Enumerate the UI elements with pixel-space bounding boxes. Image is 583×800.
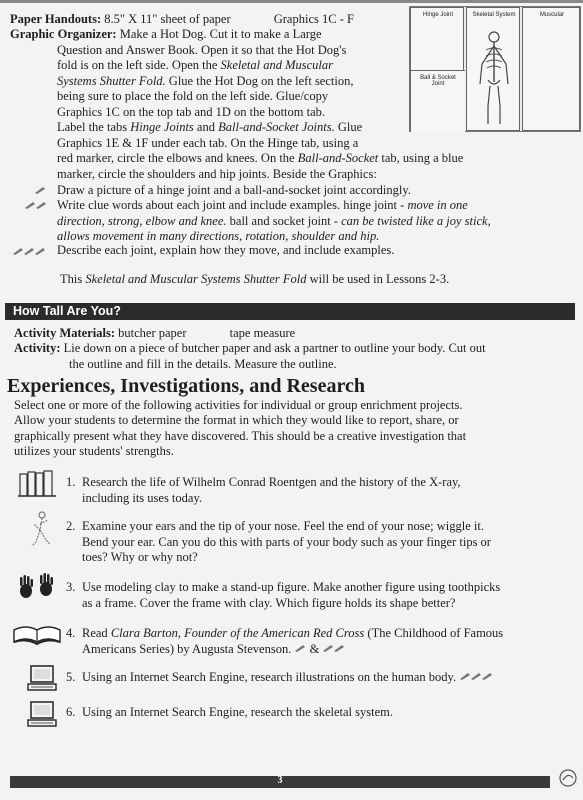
organizer-line-5: being sure to place the fold on the left side. Glue/copy (57, 89, 329, 103)
item-number: 4. (66, 626, 76, 640)
handouts-text: 8.5" X 11" sheet of paper (104, 12, 231, 26)
list-item: toes? Why or why not? (82, 550, 198, 564)
organizer-line-6: Graphics 1C on the top tab and 1D on the bottom tab. (57, 105, 326, 119)
dancing-figure-icon (28, 510, 54, 550)
top-border (0, 0, 583, 3)
list-item: including its uses today. (82, 491, 203, 505)
list-item: Using an Internet Search Engine, research the skeletal system. (82, 705, 393, 719)
computer-icon (26, 664, 58, 692)
item-number: 1. (66, 475, 76, 489)
pencil-triple-icon (459, 672, 495, 681)
list-item: Read Clara Barton, Founder of the American Red Cross (The Childhood of Famous (82, 626, 504, 640)
organizer-line-7: Label the tabs Hinge Joints and Ball-and-Socket Joints. Glue (57, 120, 363, 134)
list-item: Use modeling clay to make a stand-up figure. Make another figure using toothpicks (82, 580, 501, 594)
handouts-graphics: Graphics 1C - F (273, 12, 354, 26)
pencil-pair-icon (322, 644, 346, 653)
list-item: Research the life of Wilhelm Conrad Roentgen and the history of the X-ray, (82, 475, 461, 489)
list-item: Using an Internet Search Engine, research illustrations on the human body. (82, 670, 495, 686)
shutter-fold-note: This Skeletal and Muscular Systems Shutter Fold will be used in Lessons 2-3. (60, 272, 450, 286)
skeletal-system-label: Skeletal System (472, 12, 516, 18)
organizer-line-3: fold is on the left side. Open the Skeletal and Muscular (57, 58, 333, 72)
pencil-icon (294, 644, 306, 653)
ball-socket-label: Ball & Socket Joint (420, 75, 456, 87)
open-book-icon (12, 622, 62, 646)
activity-line-1: Activity: Lie down on a piece of butcher paper and ask a partner to outline your body. Cut out (14, 341, 486, 355)
hinge-panel (410, 7, 464, 131)
list-item: Americans Series) by Augusta Stevenson. & (82, 642, 346, 658)
skeletal-panel (466, 7, 520, 131)
muscular-label: Muscular (539, 12, 565, 18)
section-bar-how-tall (5, 303, 575, 320)
pencil-icon (34, 185, 46, 195)
organizer-line-1: Graphic Organizer: Make a Hot Dog. Cut it to make a Large (10, 27, 322, 41)
shutter-fold-figure (409, 6, 581, 132)
experiences-intro-3: graphically present what they have discovered. This should be a creative investigation that (14, 429, 467, 443)
computer-icon (26, 700, 58, 728)
organizer-label: Graphic Organizer: (10, 27, 117, 41)
hinge-joint-label: Hinge Joint (422, 12, 454, 18)
organizer-line-8: Graphics 1E & 1F under each tab. On the Hinge tab, using a (57, 136, 359, 150)
activity-line-2: the outline and fill in the details. Measure the outline. (69, 357, 337, 371)
organizer-line-9: red marker, circle the elbows and knees. On the Ball-and-Socket tab, using a blue (57, 151, 464, 165)
handprints-icon (16, 573, 58, 603)
muscular-panel (522, 7, 580, 131)
organizer-item-2-line-2: direction, strong, elbow and knee. ball and socket joint - can be twisted like a joy stick, (57, 214, 491, 228)
pencil-triple-icon (12, 245, 48, 257)
ball-socket-panel (411, 70, 465, 132)
organizer-line-4: Systems Shutter Fold. Glue the Hot Dog on the left section, (57, 74, 354, 88)
organizer-item-3: Describe each joint, explain how they move, and include examples. (57, 243, 395, 257)
item-number: 6. (66, 705, 76, 719)
page-footer-bar (10, 776, 550, 788)
experiences-intro-2: Allow your students to determine the format in which they would like to report, share, or (14, 413, 459, 427)
section-bar-title: How Tall Are You? (13, 304, 121, 318)
page-number: 3 (277, 775, 283, 786)
seal-icon (558, 768, 578, 788)
experiences-intro-1: Select one or more of the following activities for individual or group enrichment projects. (14, 398, 463, 412)
organizer-item-2-line-1: Write clue words about each joint and include examples. hinge joint - move in one (57, 198, 468, 212)
experiences-heading: Experiences, Investigations, and Research (7, 375, 365, 397)
books-icon (18, 468, 58, 498)
list-item: Bend your ear. Can you do this with parts of your body such as your finger tips or (82, 535, 491, 549)
item-number: 2. (66, 519, 76, 533)
organizer-line-10: marker, circle the shoulders and hip joints. Beside the Graphics: (57, 167, 377, 181)
organizer-line-2: Question and Answer Book. Open it so that the Hot Dog's (57, 43, 347, 57)
experiences-intro-4: utilizes your students' strengths. (14, 444, 174, 458)
handouts-label: Paper Handouts: (10, 12, 102, 26)
skeleton-icon (477, 30, 511, 128)
list-item: as a frame. Cover the frame with clay. Which figure holds its shape better? (82, 596, 456, 610)
pencil-pair-icon (24, 200, 48, 210)
item-number: 5. (66, 670, 76, 684)
list-item: Examine your ears and the tip of your nose. Feel the end of your nose; wiggle it. (82, 519, 484, 533)
item-number: 3. (66, 580, 76, 594)
organizer-item-1: Draw a picture of a hinge joint and a ball-and-socket joint accordingly. (57, 183, 411, 197)
organizer-item-2-line-3: allows movement in many directions, rotation, shoulder and hip. (57, 229, 380, 243)
handouts-line (10, 12, 354, 28)
activity-materials-line: Activity Materials: butcher paper tape measure (14, 326, 296, 340)
